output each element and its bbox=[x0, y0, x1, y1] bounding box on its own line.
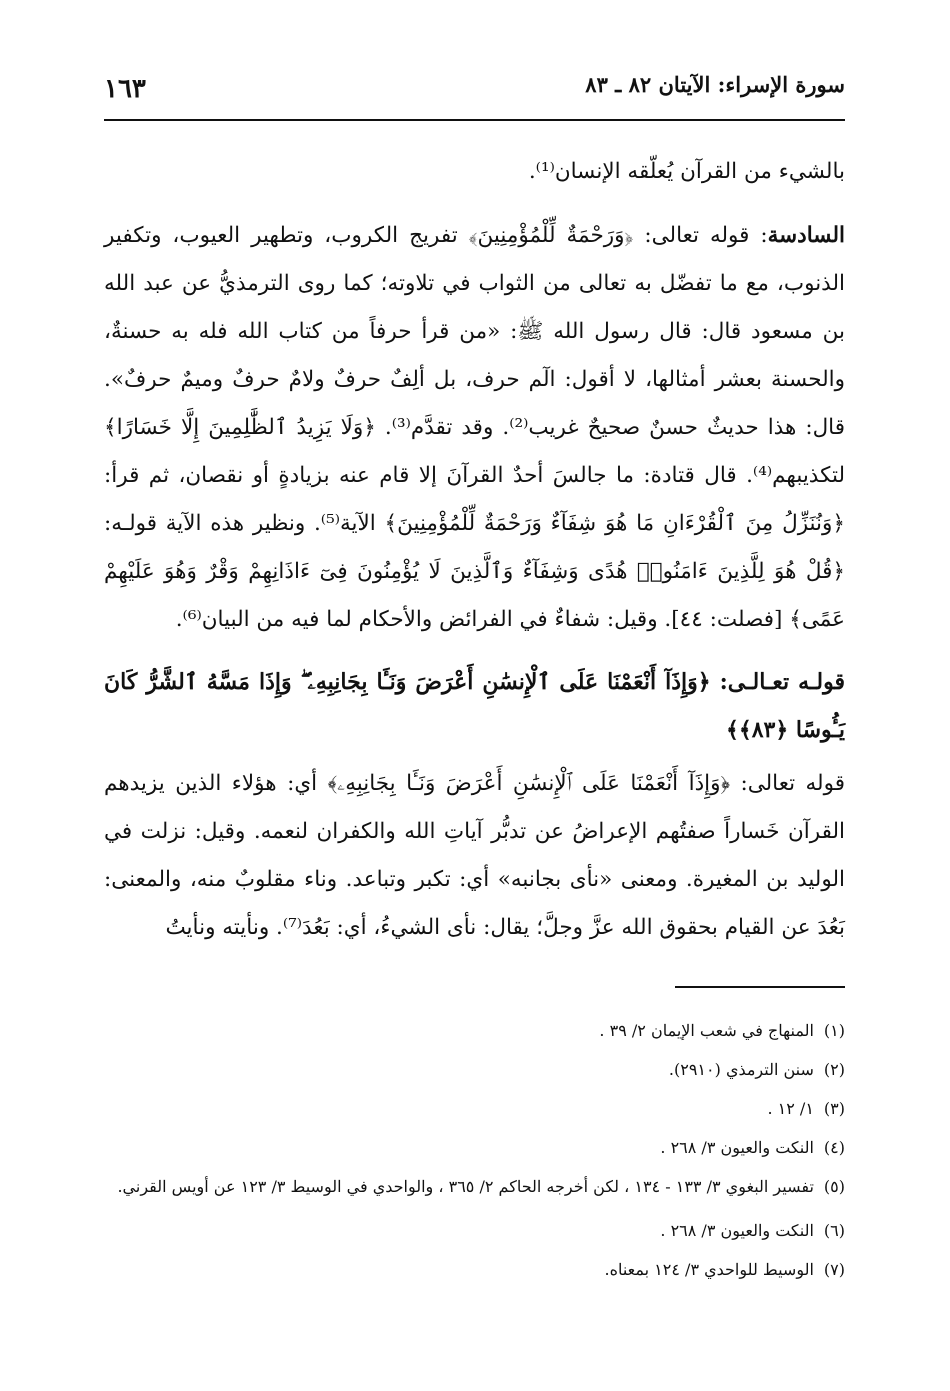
footnote-text: سنن الترمذي (٢٩١٠). bbox=[668, 1060, 814, 1079]
paragraph-sixth bbox=[104, 212, 845, 644]
footnote-number: (٦) bbox=[823, 1221, 845, 1240]
paragraph-intro: بالشيء من القرآن يُعلّقه الإنسان⁽¹⁾. bbox=[528, 159, 845, 184]
footnote-number: (١) bbox=[823, 1021, 845, 1040]
footnote-text: النكت والعيون ٣/ ٢٦٨ . bbox=[660, 1221, 814, 1240]
footnote-number: (٢) bbox=[823, 1060, 845, 1079]
footnote-text: ١/ ١٢ . bbox=[767, 1099, 814, 1118]
paragraph-commentary: قوله تعالى: ﴿وَإِذَآ أَنْعَمْنَا عَلَى ٱلْإِنسَٰنِ أَعْرَضَ وَنَـَٔا بِجَانِبِهِۦ﴾ أي: هؤلاء الذين يزيدهم القرآن خَساراً صفتُهم الإعراضُ عن تدبُّر آياتِ الله والكفران لنعمه. وقيل: نزلت في الوليد بن المغيرة. ومعنى «نأى بجانبه» أي: تكبر وتباعد. وناء مقلوبٌ منه، والمعنى: بَعُدَ عن القيام بحقوق الله عزَّ وجلَّ؛ يقال: نأى الشيءُ، أي: بَعُدَ⁽⁷⁾. ونأيته ونأيتُ bbox=[104, 771, 845, 940]
footnote-5 bbox=[104, 1170, 845, 1204]
verse-heading: قولـه تعـالـى: ﴿وَإِذَآ أَنْعَمْنَا عَلَى ٱلْإِنسَٰنِ أَعْرَضَ وَنَـَٔا بِجَانِبِهِۦ ۖ وَإِذَا مَسَّهُ ٱلشَّرُّ كَانَ يَـُٔوسًا ﴿٨٣﴾﴾ bbox=[104, 669, 845, 743]
running-title: سورة الإسراء: الآيتان ٨٢ ـ ٨٣ bbox=[585, 72, 845, 97]
page-number: ١٦٣ bbox=[104, 74, 146, 104]
footnote-number: (٤) bbox=[823, 1138, 845, 1157]
page-header bbox=[104, 64, 845, 121]
footnote-7 bbox=[104, 1253, 845, 1287]
paragraph-sixth-text: : قوله تعالى: ﴿وَرَحْمَةٌ لِّلْمُؤْمِنِينَ﴾ تفريج الكروب، وتطهير العيوب، وتكفير الذنوب، مع ما تفضّل به تعالى من الثواب في تلاوته؛ كما روى الترمذيُّ عن عبد الله بن مسعود قال: قال رسول الله ﷺ: «من قرأ حرفاً من كتاب الله فله به حسنةٌ، والحسنة بعشر أمثالها، لا أقول: الٓم حرف، بل ألِفٌ حرفٌ ولامٌ حرفٌ وميمٌ حرفٌ». قال: هذا حديثٌ حسنٌ صحيحٌ غريب⁽²⁾. وقد تقدَّم⁽³⁾. ﴿وَلَا يَزِيدُ ٱلظَّٰلِمِينَ إِلَّا خَسَارًا﴾ لتكذيبهم⁽⁴⁾. قال قتادة: ما جالسَ أحدٌ القرآنَ إلا قام عنه بزيادةٍ أو نقصان، ثم قرأ: ﴿وَنُنَزِّلُ مِنَ ٱلْقُرْءَانِ مَا هُوَ شِفَآءٌ وَرَحْمَةٌ لِّلْمُؤْمِنِينَ﴾ الآية⁽⁵⁾. ونظير هذه الآية قولـه: ﴿قُلْ هُوَ لِلَّذِينَ ءَامَنُوا۟ هُدًى وَشِفَآءٌ وَٱلَّذِينَ لَا يُؤْمِنُونَ فِىٓ ءَاذَانِهِمْ وَقْرٌ وَهُوَ عَلَيْهِمْ عَمًى﴾ [فصلت: ٤٤]. وقيل: شفاءٌ في الفرائض والأحكام لما فيه من البيان⁽⁶⁾. bbox=[104, 223, 846, 632]
footnote-6 bbox=[104, 1214, 845, 1248]
footnotes bbox=[104, 1014, 845, 1292]
footnote-4 bbox=[104, 1131, 845, 1165]
footnote-number: (٧) bbox=[823, 1260, 845, 1279]
main-text bbox=[104, 148, 845, 952]
footnote-text: المنهاج في شعب الإيمان ٢/ ٣٩ . bbox=[599, 1021, 814, 1040]
footnote-3 bbox=[104, 1092, 845, 1126]
footnote-2 bbox=[104, 1053, 845, 1087]
footnote-1 bbox=[104, 1014, 845, 1048]
footnote-text: النكت والعيون ٣/ ٢٦٨ . bbox=[660, 1138, 814, 1157]
footnote-separator bbox=[675, 986, 845, 988]
section-label: السادسة bbox=[767, 223, 845, 248]
footnote-text: تفسير البغوي ٣/ ١٣٣ - ١٣٤ ، لكن أخرجه الحاكم ٢/ ٣٦٥ ، والواحدي في الوسيط ٣/ ١٢٣ عن أويس القرني. bbox=[117, 1177, 814, 1196]
footnote-number: (٣) bbox=[823, 1099, 845, 1118]
footnote-number: (٥) bbox=[823, 1177, 845, 1196]
footnote-text: الوسيط للواحدي ٣/ ١٢٤ بمعناه. bbox=[604, 1260, 814, 1279]
